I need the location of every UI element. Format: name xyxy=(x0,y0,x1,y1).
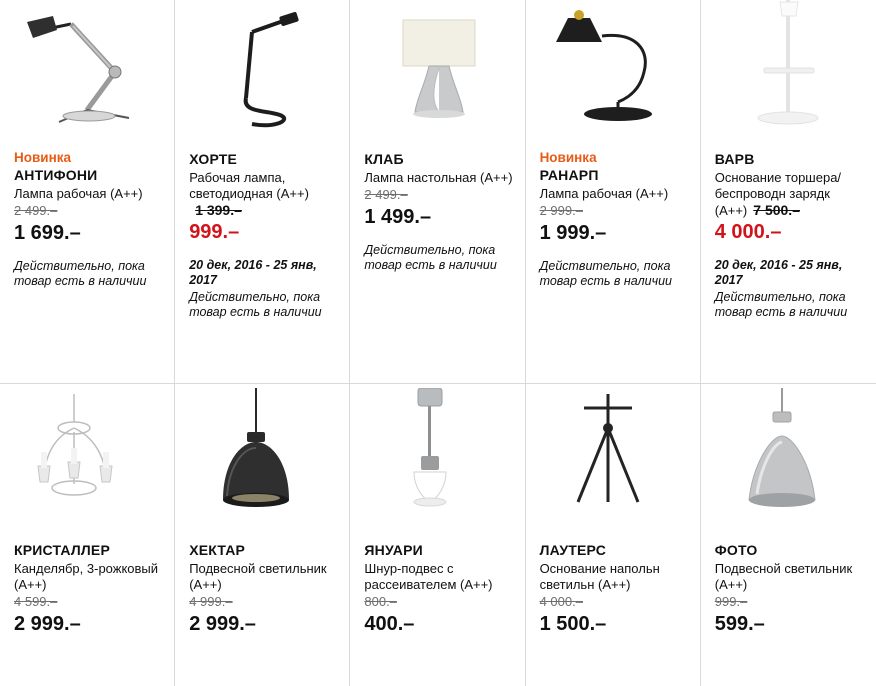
tripod-floor-lamp-icon xyxy=(540,388,690,538)
product-card-yanuari[interactable] xyxy=(350,384,525,686)
product-name: ВАРВ xyxy=(714,151,755,167)
product-image-kristaller xyxy=(14,384,164,542)
product-name: РАНАРП xyxy=(539,167,599,183)
new-price: 4 000.– xyxy=(714,221,782,243)
validity-note: Действительно, пока товар есть в наличии xyxy=(539,259,672,288)
product-grid-row-2 xyxy=(0,384,876,686)
desk-lamp-architect-icon xyxy=(19,6,159,146)
old-price: 1 399.– xyxy=(195,202,242,218)
product-image-hektar xyxy=(189,384,339,542)
product-name: ФОТО xyxy=(714,542,758,558)
product-name: ХЕКТАР xyxy=(189,542,246,558)
new-price: 400.– xyxy=(364,613,415,635)
product-image-yanuari xyxy=(364,384,514,542)
product-card-kristaller[interactable] xyxy=(0,384,175,686)
product-name: АНТИФОНИ xyxy=(14,167,98,183)
product-description: Канделябр, 3-рожковый (А++) xyxy=(14,561,159,592)
old-price: 999.– xyxy=(714,594,748,609)
product-image-varv xyxy=(715,0,866,150)
chandelier-icon xyxy=(14,388,164,538)
old-price: 4 000.– xyxy=(539,594,583,609)
product-card-varv[interactable] xyxy=(701,0,876,384)
product-card-antifoni[interactable] xyxy=(0,0,175,384)
new-badge: Новинка xyxy=(539,150,597,165)
validity-note: Действительно, пока товар есть в наличии xyxy=(14,259,147,288)
old-price: 4 599.– xyxy=(14,594,58,609)
product-description xyxy=(715,170,866,219)
product-description: Лампа рабочая (А++) xyxy=(14,186,143,201)
validity-note: Действительно, пока товар есть в наличии xyxy=(714,290,848,319)
product-description-text: Основание торшера/ беспроводн зарядк (А++) xyxy=(714,170,842,218)
new-price: 1 999.– xyxy=(539,222,607,244)
product-image-foto xyxy=(715,384,866,542)
product-card-lauters[interactable] xyxy=(526,384,701,686)
product-name: ЛАУТЕРС xyxy=(539,542,607,558)
desk-lamp-dome-icon xyxy=(540,6,690,146)
product-image-lauters xyxy=(540,384,690,542)
promo-dates: 20 дек, 2016 - 25 янв, 2017 xyxy=(714,258,843,287)
new-price: 1 499.– xyxy=(364,206,432,228)
product-description xyxy=(189,170,339,219)
new-price: 2 999.– xyxy=(14,613,81,635)
product-description: Шнур-подвес с рассеивателем (А++) xyxy=(364,561,493,592)
product-description: Основание напольн светильн (А++) xyxy=(539,561,660,592)
product-description: Лампа рабочая (А++) xyxy=(539,186,669,201)
product-name: КРИСТАЛЛЕР xyxy=(14,542,110,558)
product-card-hektar[interactable] xyxy=(175,384,350,686)
product-image-horte xyxy=(189,0,339,150)
product-name: ХОРТЕ xyxy=(189,151,238,167)
old-price: 2 499.– xyxy=(364,187,408,202)
product-name: ЯНУАРИ xyxy=(364,542,423,558)
new-price: 1 699.– xyxy=(14,222,81,244)
new-price: 2 999.– xyxy=(189,613,256,635)
validity-note: Действительно, пока товар есть в наличии xyxy=(364,243,497,272)
product-name: КЛАБ xyxy=(364,151,404,167)
product-card-foto[interactable] xyxy=(701,384,876,686)
product-description-text: Рабочая лампа, светодиодная (А++) xyxy=(189,170,309,201)
cord-set-pendant-icon xyxy=(364,388,514,538)
product-image-ranarp xyxy=(540,0,690,150)
product-card-ranarp[interactable] xyxy=(526,0,701,384)
pendant-lamp-dome-icon xyxy=(189,388,339,538)
product-description: Подвесной светильник (А++) xyxy=(714,561,853,592)
product-description: Лампа настольная (А++) xyxy=(364,170,513,185)
product-image-klab xyxy=(364,0,514,150)
product-description: Подвесной светильник (А++) xyxy=(189,561,327,592)
new-price: 999.– xyxy=(189,221,240,243)
new-badge: Новинка xyxy=(14,150,72,165)
product-image-antifoni xyxy=(14,0,164,150)
desk-lamp-led-icon xyxy=(194,6,334,146)
old-price: 2 499.– xyxy=(14,203,58,218)
new-price: 599.– xyxy=(714,613,765,635)
product-card-horte[interactable] xyxy=(175,0,350,384)
old-price: 800.– xyxy=(364,594,397,609)
table-lamp-shade-icon xyxy=(369,6,509,146)
validity-note: Действительно, пока товар есть в наличии xyxy=(189,290,322,319)
floor-lamp-charger-icon xyxy=(720,0,860,146)
pendant-lamp-cone-icon xyxy=(715,388,865,538)
old-price: 7 500.– xyxy=(753,202,800,218)
new-price: 1 500.– xyxy=(539,613,607,635)
old-price: 2 999.– xyxy=(539,203,583,218)
product-card-klab[interactable] xyxy=(350,0,525,384)
old-price: 4 999.– xyxy=(189,594,233,609)
promo-dates: 20 дек, 2016 - 25 янв, 2017 xyxy=(189,258,317,287)
